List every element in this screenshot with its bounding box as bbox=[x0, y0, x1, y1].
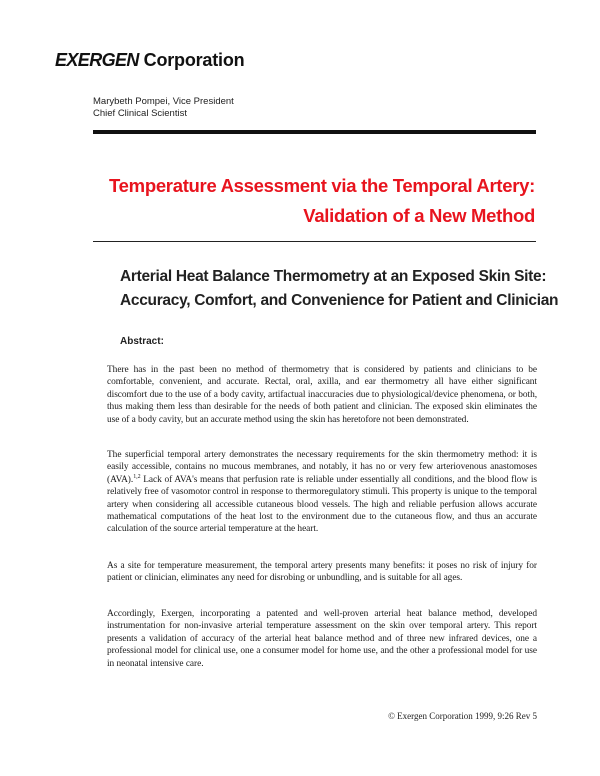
title-divider bbox=[93, 241, 536, 242]
abstract-paragraph-4: Accordingly, Exergen, incorporating a patented and well-proven arterial heat balance method, developed instrumentation for non-invasive arterial temperature assessment on the skin over temporal artery. This report presents a validation of accuracy of the arterial heat balance method and of three new infrared devices, one a professional model for clinical use, one a consumer model for home use, and the other a professional model for use in neonatal intensive care. bbox=[107, 609, 537, 669]
copyright-footer: © Exergen Corporation 1999, 9:26 Rev 5 bbox=[388, 711, 537, 721]
author-name-title: Marybeth Pompei, Vice President bbox=[93, 96, 234, 107]
citation-superscript: 1,2 bbox=[133, 473, 141, 480]
author-role: Chief Clinical Scientist bbox=[93, 108, 187, 119]
paragraph-2-text-end: Lack of AVA's means that perfusion rate is reliable under essentially all conditions, and the blood flow is relatively free of vasomotor control in response to thermoregulatory stimuli. This property is unique to the temporal artery when considering all accessible cutaneous blood vessels. The high and reliable perfusion allows accurate mathematical computations of the heat lost to the environment due to the cutaneous flow, and thus an accurate calculation of the source arterial temperature at the heart. bbox=[107, 474, 537, 535]
abstract-paragraph-3: As a site for temperature measurement, the temporal artery presents many benefits: it poses no risk of injury for patient or clinician, eliminates any need for disrobing or unbundling, and is suitable for all ages. bbox=[107, 561, 537, 584]
abstract-paragraph-1: There has in the past been no method of thermometry that is considered by patients and clinicians to be comfortable, convenient, and accurate. Rectal, oral, axilla, and ear thermometry all have either significant discomfort due to the use of a body cavity, artifactual inaccuracies due to physiological/device phenomena, or both, thus making them less than desirable for the needs of both patient and clinician. The exposed skin eliminates the use of a body cavity, but an accurate method using the skin has heretofore not been demonstrated. bbox=[107, 365, 537, 425]
header-divider bbox=[93, 130, 536, 134]
company-suffix: Corporation bbox=[143, 50, 245, 70]
subtitle-line2: Accuracy, Comfort, and Convenience for Patient and Clinician bbox=[120, 292, 559, 309]
abstract-heading: Abstract: bbox=[120, 336, 164, 347]
abstract-paragraph-2 bbox=[107, 449, 537, 536]
company-brand-logo: EXERGEN bbox=[55, 50, 139, 70]
subtitle-line1: Arterial Heat Balance Thermometry at an Exposed Skin Site: bbox=[120, 268, 547, 285]
document-title-line1: Temperature Assessment via the Temporal Artery: bbox=[109, 175, 535, 196]
document-title-line2: Validation of a New Method bbox=[303, 205, 535, 226]
company-name bbox=[55, 50, 244, 71]
paragraph-2-text-start: The superficial temporal artery demonstrates the necessary requirements for the skin thermometry method: it is easily accessible, contains no mucous membranes, and notably, it has no or very few arteriovenous anastomoses (AVA). bbox=[107, 450, 537, 485]
